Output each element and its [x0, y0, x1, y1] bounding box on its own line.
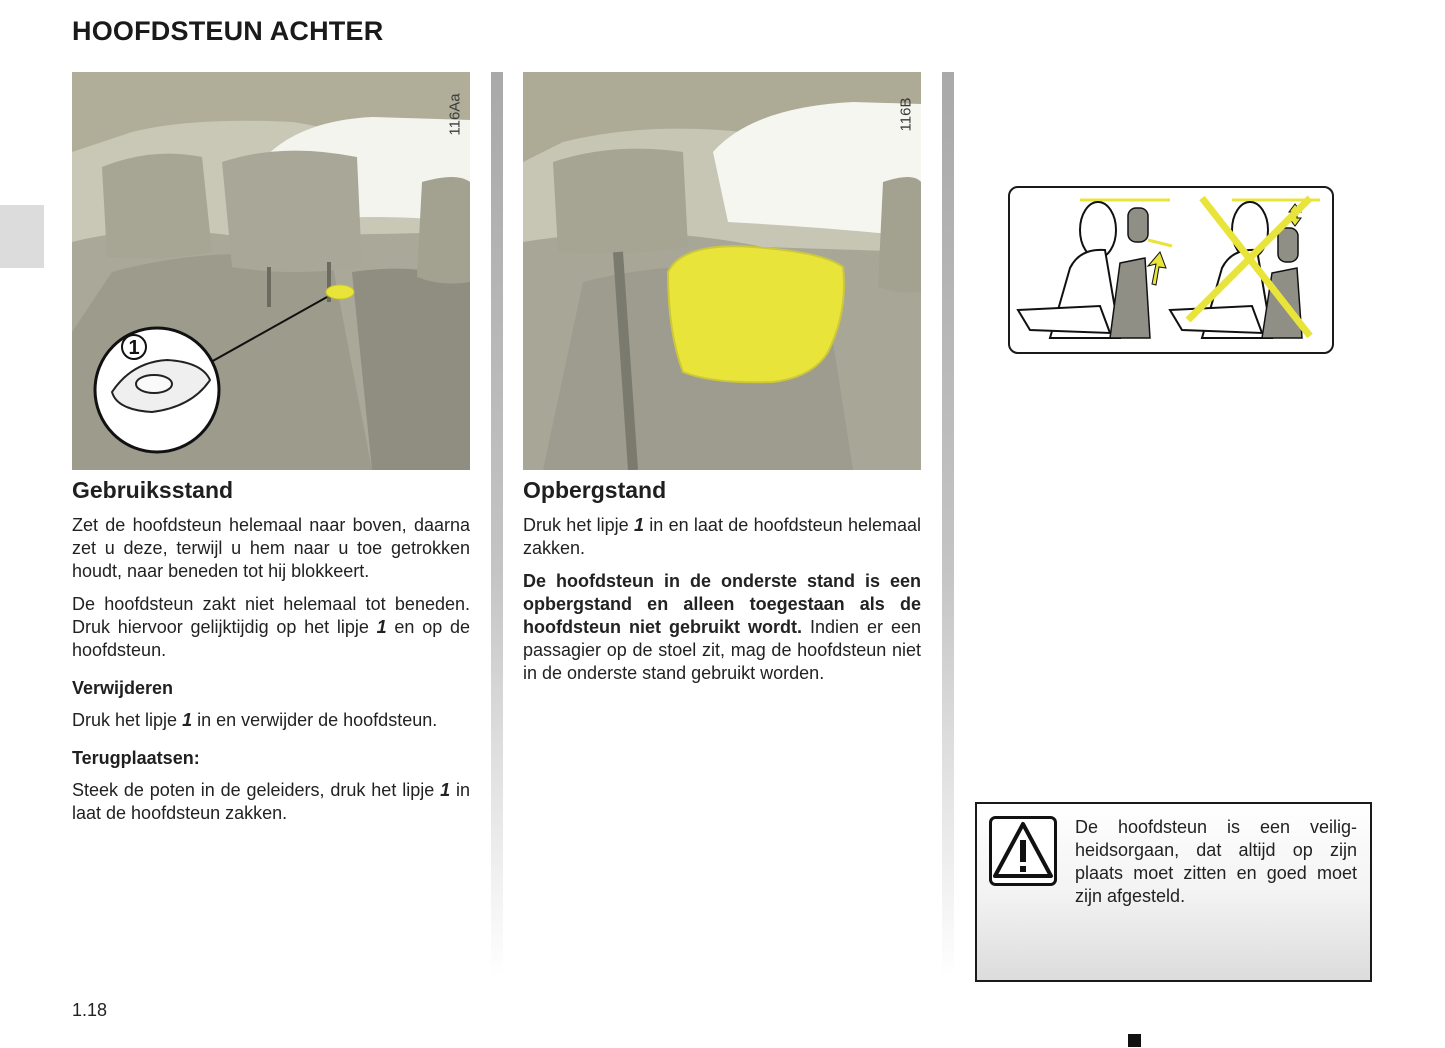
warning-box: [975, 802, 1372, 982]
emphasis-text: De hoofdsteun in de onderste stand is een opbergstand en alleen toegestaan als de hoofdsteun niet gebruikt wordt.: [523, 571, 921, 637]
lowered-headrest: [668, 246, 844, 382]
callout-number: 1: [128, 337, 140, 359]
warning-triangle-icon: [989, 816, 1057, 886]
end-of-section-marker: [1128, 1034, 1141, 1047]
rear-seat-illustration: [523, 72, 921, 470]
headrest-adjustment-diagram: [1008, 186, 1334, 354]
page-title: HOOFDSTEUN ACHTER: [72, 16, 384, 46]
headrest-rod: [267, 267, 271, 307]
headrest-lip-photo: [72, 72, 470, 470]
column-divider: [491, 72, 503, 977]
section-heading: Gebruiksstand: [72, 477, 234, 503]
subheading: Verwijderen: [72, 678, 174, 698]
figure-code: 116Aa: [446, 92, 464, 136]
paragraph: Druk het lipje 1 in en verwijder de hoofdsteun.: [72, 710, 438, 730]
chapter-tab: [0, 205, 44, 268]
headrest-height-diagram: [1010, 188, 1332, 352]
subheading: Terugplaatsen:: [72, 748, 200, 768]
paragraph: De hoofdsteun zakt niet helemaal tot beneden. Druk hiervoor gelijktijdig op het lipje 1 en op de hoofdsteun.: [72, 594, 470, 660]
figure-code: 116B: [897, 97, 915, 131]
paragraph: Druk het lipje 1 in en laat de hoofdsteun helemaal zakken.: [523, 515, 921, 558]
left-column: [72, 477, 470, 835]
middle-column: [523, 477, 921, 695]
paragraph: Zet de hoofdsteun helemaal naar boven, daarna zet u deze, terwijl u hem naar u toe getrokken houdt, naar beneden tot hij blokkeert.: [72, 515, 470, 581]
reference-number: 1: [633, 515, 644, 535]
section-heading: Opbergstand: [523, 477, 667, 503]
reference-number: 1: [182, 710, 193, 730]
paragraph: De hoofdsteun in de onderste stand is een opbergstand en alleen toegestaan als de hoofdsteun niet gebruikt wordt. Indien er een passagier op de stoel zit, mag de hoofdsteun niet in de onderste stand gebruikt worden.: [523, 571, 921, 683]
reference-number: 1: [440, 780, 451, 800]
page-number: 1.18: [72, 1000, 108, 1020]
warning-text: De hoofdsteun is een veiligheidsorgaan, dat altijd op zijn plaats moet zitten en goed moet zijn afgesteld.: [1075, 817, 1357, 906]
rear-seat-illustration: [72, 72, 470, 470]
paragraph: Steek de poten in de geleiders, druk het lipje 1 in laat de hoofdsteun zakken.: [72, 780, 470, 823]
headrest-storage-photo: [523, 72, 921, 470]
reference-number: 1: [376, 617, 387, 637]
column-divider: [942, 72, 954, 977]
highlighted-lip: [326, 285, 354, 299]
